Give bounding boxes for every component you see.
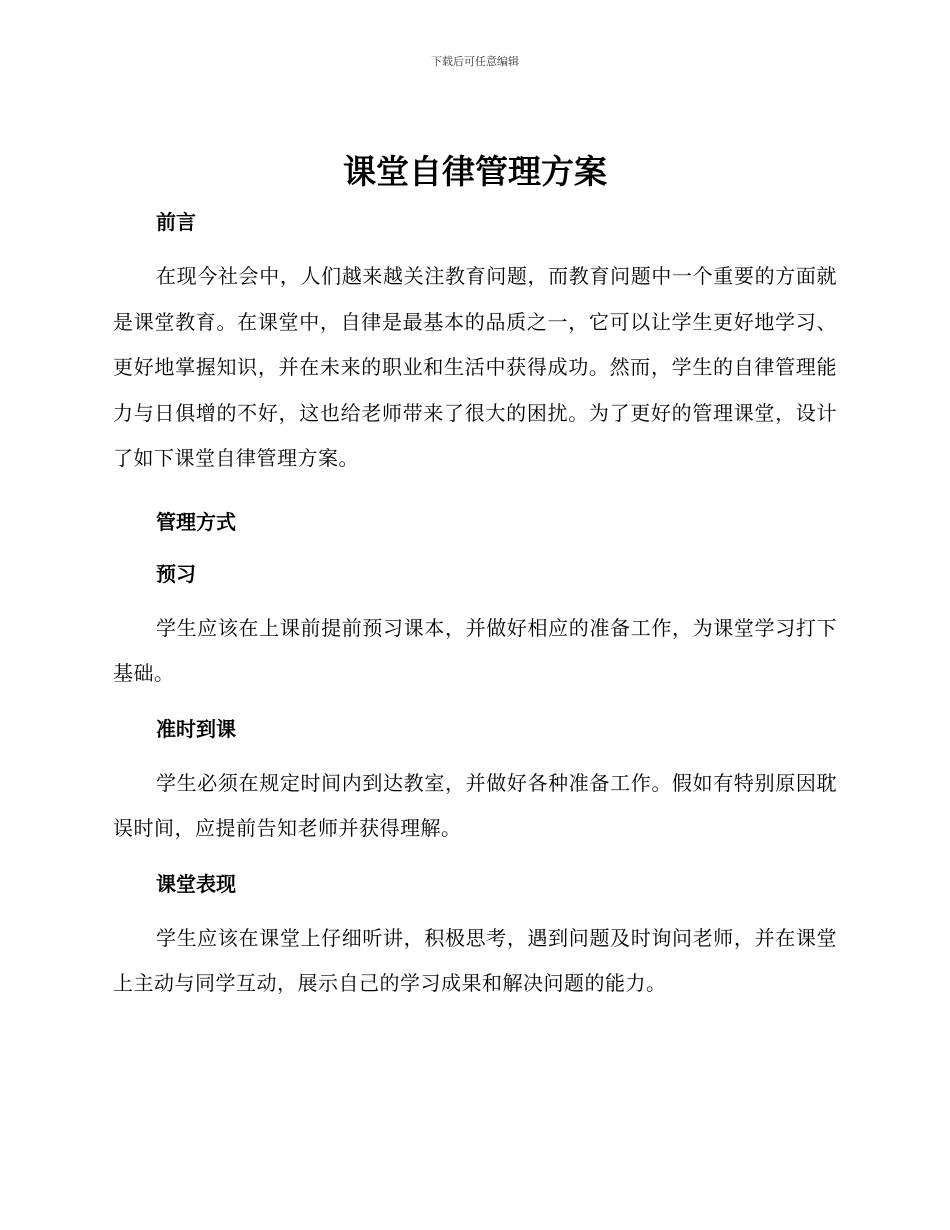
punctual-paragraph: 学生必须在规定时间内到达教室，并做好各种准备工作。假如有特别原因耽误时间，应提前告知老师并获得理解。 — [113, 770, 837, 840]
intro-paragraph: 在现今社会中，人们越来越关注教育问题，而教育问题中一个重要的方面就是课堂教育。在课堂中，自律是最基本的品质之一，它可以让学生更好地学习、更好地掌握知识，并在未来的职业和生活中获得成功。然而，学生的自律管理能力与日俱增的不好，这也给老师带来了很大的困扰。为了更好的管理课堂，设计了如下课堂自律管理方案。 — [113, 264, 837, 470]
preview-paragraph: 学生应该在上课前提前预习课本，并做好相应的准备工作，为课堂学习打下基础。 — [113, 615, 837, 685]
document-body — [113, 202, 837, 1007]
method-heading: 管理方式 — [156, 509, 236, 534]
preview-heading: 预习 — [156, 561, 196, 586]
behavior-paragraph: 学生应该在课堂上仔细听讲，积极思考，遇到问题及时询问老师，并在课堂上主动与同学互动，展示自己的学习成果和解决问题的能力。 — [113, 925, 837, 995]
intro-heading: 前言 — [156, 210, 196, 234]
document-title: 课堂自律管理方案 — [343, 152, 607, 191]
header-note: 下载后可任意编辑 — [431, 55, 519, 68]
punctual-heading: 准时到课 — [156, 716, 236, 741]
behavior-heading: 课堂表现 — [156, 871, 236, 896]
